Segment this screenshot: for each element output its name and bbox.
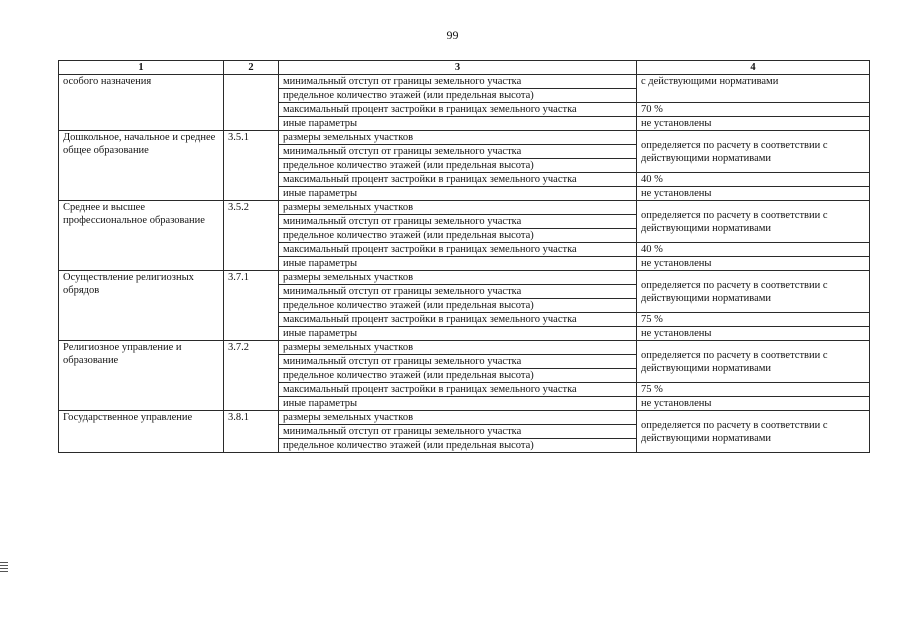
parameter-name: иные параметры: [279, 257, 637, 271]
use-type-name: Осуществление религиозных обрядов: [59, 271, 224, 341]
column-header: 2: [224, 61, 279, 75]
parameter-name: минимальный отступ от границы земельного участка: [279, 145, 637, 159]
use-type-name: Среднее и высшее профессиональное образование: [59, 201, 224, 271]
parameter-name: максимальный процент застройки в границах земельного участка: [279, 103, 637, 117]
parameter-name: размеры земельных участков: [279, 341, 637, 355]
parameter-name: предельное количество этажей (или предельная высота): [279, 299, 637, 313]
use-type-code: 3.5.1: [224, 131, 279, 201]
parameter-name: предельное количество этажей (или предельная высота): [279, 439, 637, 453]
page-number: 99: [446, 28, 459, 42]
parameter-name: размеры земельных участков: [279, 411, 637, 425]
parameter-name: максимальный процент застройки в границах земельного участка: [279, 383, 637, 397]
binding-margin-mark: [0, 562, 8, 574]
parameter-value: 70 %: [637, 103, 870, 117]
parameter-value: с действующими нормативами: [637, 75, 870, 103]
table-row: [59, 75, 870, 89]
parameter-value: 75 %: [637, 313, 870, 327]
parameter-name: предельное количество этажей (или предельная высота): [279, 159, 637, 173]
parameter-value: определяется по расчету в соответствии с действующими нормативами: [637, 201, 870, 243]
parameter-name: предельное количество этажей (или предельная высота): [279, 229, 637, 243]
parameter-value: не установлены: [637, 117, 870, 131]
parameter-name: минимальный отступ от границы земельного участка: [279, 355, 637, 369]
table-row: [59, 201, 870, 215]
table-body: [59, 75, 870, 453]
parameter-value: определяется по расчету в соответствии с действующими нормативами: [637, 271, 870, 313]
table-row: [59, 411, 870, 425]
parameter-value: не установлены: [637, 397, 870, 411]
parameter-value: определяется по расчету в соответствии с действующими нормативами: [637, 411, 870, 453]
parameter-name: размеры земельных участков: [279, 201, 637, 215]
parameter-name: предельное количество этажей (или предельная высота): [279, 89, 637, 103]
use-type-name: особого назначения: [59, 75, 224, 131]
column-header: 4: [637, 61, 870, 75]
use-type-name: Дошкольное, начальное и среднее общее образование: [59, 131, 224, 201]
parameter-value: 40 %: [637, 243, 870, 257]
parameter-name: минимальный отступ от границы земельного участка: [279, 215, 637, 229]
use-type-name: Государственное управление: [59, 411, 224, 453]
parameter-name: предельное количество этажей (или предельная высота): [279, 369, 637, 383]
use-type-code: 3.7.1: [224, 271, 279, 341]
parameter-name: размеры земельных участков: [279, 131, 637, 145]
parameter-name: иные параметры: [279, 187, 637, 201]
column-header: 1: [59, 61, 224, 75]
table-row: [59, 131, 870, 145]
table-row: [59, 341, 870, 355]
parameter-value: не установлены: [637, 257, 870, 271]
parameter-name: максимальный процент застройки в границах земельного участка: [279, 313, 637, 327]
parameter-name: иные параметры: [279, 397, 637, 411]
use-type-code: 3.8.1: [224, 411, 279, 453]
parameter-name: минимальный отступ от границы земельного участка: [279, 425, 637, 439]
parameter-value: 40 %: [637, 173, 870, 187]
parameter-value: не установлены: [637, 327, 870, 341]
parameter-name: минимальный отступ от границы земельного участка: [279, 285, 637, 299]
parameter-value: не установлены: [637, 187, 870, 201]
parameter-value: 75 %: [637, 383, 870, 397]
table-header-row: [59, 61, 870, 75]
use-type-name: Религиозное управление и образование: [59, 341, 224, 411]
use-type-code: [224, 75, 279, 131]
regulations-table: [58, 60, 870, 453]
parameter-name: размеры земельных участков: [279, 271, 637, 285]
column-header: 3: [279, 61, 637, 75]
parameter-name: максимальный процент застройки в границах земельного участка: [279, 173, 637, 187]
parameter-value: определяется по расчету в соответствии с действующими нормативами: [637, 341, 870, 383]
table-row: [59, 271, 870, 285]
use-type-code: 3.5.2: [224, 201, 279, 271]
parameter-name: иные параметры: [279, 327, 637, 341]
parameter-name: максимальный процент застройки в границах земельного участка: [279, 243, 637, 257]
parameter-value: определяется по расчету в соответствии с действующими нормативами: [637, 131, 870, 173]
parameter-name: минимальный отступ от границы земельного участка: [279, 75, 637, 89]
use-type-code: 3.7.2: [224, 341, 279, 411]
parameter-name: иные параметры: [279, 117, 637, 131]
